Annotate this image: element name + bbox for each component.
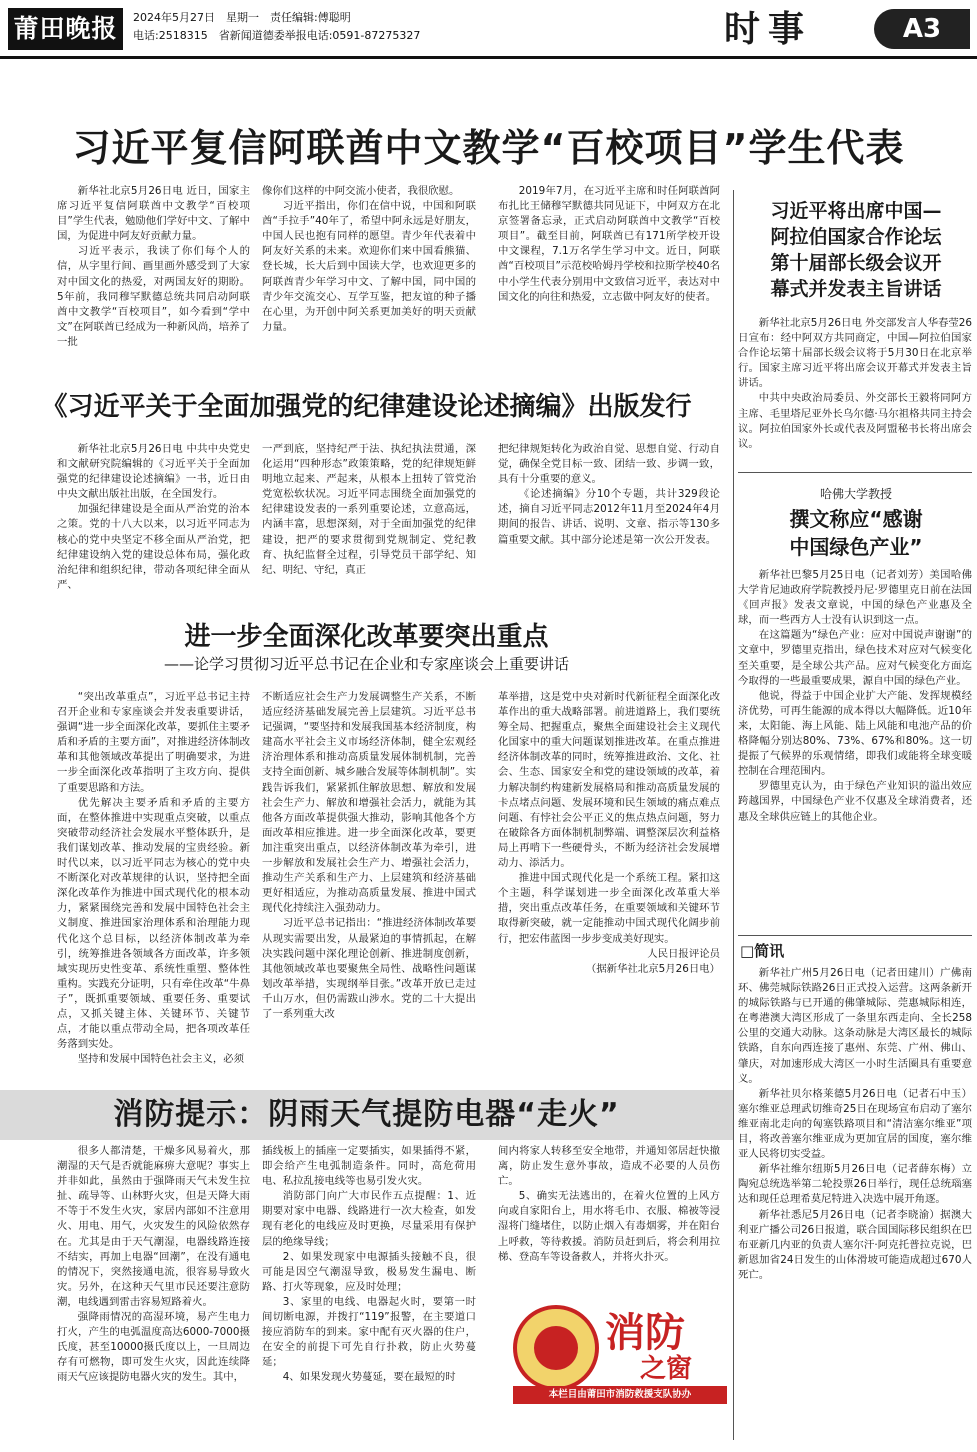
article4-col1 xyxy=(57,1144,250,1444)
paragraph: 推进中国式现代化是一个系统工程。紧扣这个主题，科学谋划进一步全面深化改革重大举措，突出重点改革任务，在重要领域和关键环节取得新突破，就一定能推动中国式现代化阔步前行，把宏伟蓝图一步步变成美好现实。 xyxy=(498,872,720,945)
paragraph: 《论述摘编》分10个专题，共计329段论述，摘自习近平同志2012年11月至2024年4月期间的报告、讲话、说明、文章、指示等130多篇重要文献。其中部分论述是第一次公开发表。 xyxy=(498,488,720,546)
paragraph: 新华社北京5月26日电 近日，国家主席习近平复信阿联酋中文教学“百校项目”学生代表，勉励他们学好中文、了解中国，为促进中阿友好贡献力量。 xyxy=(57,185,250,243)
paragraph: “突出改革重点”，习近平总书记主持召开企业和专家座谈会并发表重要讲话，强调“进一步全面深化改革，要抓住主要矛盾和矛盾的主要方面”，对推进经济体制改革和其他领域改革提出了明确要求，为进一步全面深化改革指明了主攻方向、提供了重要思路和方法。 xyxy=(57,691,250,794)
newspaper-logo: 莆田晚报 xyxy=(8,8,123,50)
paragraph: 插线板上的插座一定要插实，如果插得不紧，即会给产生电弧制造条件。同时，高危荷用电、私拉乱接电线等也易引发火灾。 xyxy=(262,1145,476,1188)
fire-column-footer: 本栏目由莆田市消防救援支队协办 xyxy=(513,1386,727,1404)
paragraph: 2019年7月，在习近平主席和时任阿联酋阿布扎比王储穆罕默德共同见证下，中阿双方在北京签署备忘录，正式启动阿联酋中文教学“百校项目”。截至目前，阿联酋已有171所学校开设中文课程，7.1万名学生学习中文。近日，阿联酋“百校项目”示范校哈姆丹学校和拉斯学校40名中小学生代表分别用中文致信习近平，表达对中国文化的向往和热爱，立志做中阿友好的使者。 xyxy=(498,185,720,303)
article4-col2 xyxy=(262,1144,476,1444)
paragraph: 强降雨情况的高湿环境，易产生电力打火，产生的电弧温度高达6000-7000摄氏度，甚至10000摄氏度以上，一旦周边存有可燃物，即可发生火灾，因此连续降雨天气应该提防电器火灾的发生。其中， xyxy=(57,1311,250,1384)
article1-col1 xyxy=(57,184,250,372)
headline-line: 第十届部长级会议开 xyxy=(770,252,942,274)
masthead-divider xyxy=(0,56,977,59)
paragraph: 习近平总书记指出：“推进经济体制改革要从现实需要出发，从最紧迫的事情抓起，在解决实践问题中深化理论创新、推进制度创新，其他领域改革也要聚焦全局性、战略性问题谋划改革举措，实现纲举目张。”改革开放已走过千山万水，但仍需跋山涉水。党的二十大提出了一系列重大改 xyxy=(262,917,476,1020)
fire-safety-headline: 消防提示：阴雨天气提防电器“走火” xyxy=(0,1090,733,1140)
list-item: 新华社悉尼5月26日电（记者李晓渝）据澳大利亚广播公司26日报道，联合国国际移民组织在巴布亚新几内亚的负责人塞尔汗·阿克托普拉克说，巴新恩加省24日发生的山体滑坡可能造成超过670人死亡。 xyxy=(738,1208,972,1281)
article3-col2 xyxy=(262,690,476,1080)
sidebar-news1-headline xyxy=(740,198,972,302)
paragraph: 革举措，这是党中央对新时代新征程全面深化改革作出的重大战略部署。前进道路上，我们要统筹全局、把握重点，聚焦全面建设社会主义现代化国家中的重大问题谋划推进改革。在重点推进经济体制改革的同时，统筹推进政治、文化、社会、生态、国家安全和党的建设领域的改革，着力解决制约构建新发展格局和推动高质量发展的卡点堵点问题、发展环境和民生领域的痛点难点问题、有悖社会公平正义的焦点热点问题，努力在破除各方面体制机制弊端、调整深层次利益格局上再啃下一些硬骨头，不断为经济社会发展增动力、添活力。 xyxy=(498,691,720,870)
paragraph: 2、如果发现家中电源插头接触不良，很可能是因空气潮湿导致，极易发生漏电、断路、打火等现象，应及时处理； xyxy=(262,1250,476,1293)
article2-col1 xyxy=(57,442,250,624)
article3-col1 xyxy=(57,690,250,1080)
headline-line: 习近平将出席中国— xyxy=(770,200,942,222)
sidebar-news2-headline xyxy=(740,505,972,561)
article3-subtitle: ——论学习贯彻习近平总书记在企业和专家座谈会上重要讲话 xyxy=(163,655,569,673)
fire-column-brand-sub: 之窗 xyxy=(640,1354,693,1384)
brief-list xyxy=(738,966,972,1440)
list-item: 新华社广州5月26日电（记者田建川）广佛南环、佛莞城际铁路26日正式投入运营。这两条新开的城际铁路与已开通的佛肇城际、莞惠城际相连，在粤港澳大湾区形成了一条里东西走向、全长258公里的交通大动脉。这条动脉是大湾区最长的城际铁路，自东向西连接了惠州、东莞、广州、佛山、肇庆，对加速形成大湾区一小时生活圈具有重要意义。 xyxy=(738,967,972,1085)
article1-col3 xyxy=(498,184,720,372)
article1-col2 xyxy=(262,184,476,372)
paragraph: 坚持和发展中国特色社会主义，必须 xyxy=(77,1053,245,1066)
article2-headline: 《习近平关于全面加强党的纪律建设论述摘编》出版发行 xyxy=(41,392,692,422)
masthead-date-editor: 2024年5月27日 星期一 责任编辑:傅聪明 xyxy=(133,11,351,24)
brief-heading: □简讯 xyxy=(740,942,785,960)
paragraph: 4、如果发现火势蔓延，要在最短的时 xyxy=(282,1371,456,1384)
article4-col3 xyxy=(498,1144,720,1300)
paragraph: 5、确实无法逃出的，在着火位置的上风方向或自家阳台上，用水将毛巾、衣服、棉被等浸湿将门缝堵住，以防止烟入有毒烟雾，并在阳台上呼救，等待救援。消防员赶到后，将会利用拉梯、登高车等设备救人，并将火扑灭。 xyxy=(498,1190,720,1263)
paragraph: 他说，得益于中国企业扩大产能、发挥规模经济优势，可再生能源的成本得以大幅降低。近10年来，太阳能、海上风能、陆上风能和电池产品的价格降幅分别达80%、73%、67%和80%。这一切提振了气候界的乐观情绪，即我们或能将全球变暖控制在合理范围内。 xyxy=(738,689,972,778)
headline-line: 撰文称应“感谢 xyxy=(789,507,923,531)
article3-col3 xyxy=(498,690,720,1080)
paragraph: 习近平指出，你们在信中说，中国和阿联酋“手拉手”40年了，希望中阿永远是好朋友，中国人民也抱有同样的愿望。青少年代表着中阿友好关系的未来。欢迎你们来中国看熊猫、登长城，长大后到中国读大学，也欢迎更多的阿联酋青少年学习中文、了解中国，同中国的青少年交流交心、互学互鉴，把友谊的种子播在心里，为开创中阿关系更加美好的明天贡献力量。 xyxy=(262,200,476,333)
paragraph: 3、家里的电线、电器起火时，要第一时间切断电源，并拨打“119”报警，在主要道口接应消防车的到来。家中配有灭火器的住户，在安全的前提下可先自行扑救，防止火势蔓延； xyxy=(262,1295,476,1369)
article3-byline: 人民日报评论员 xyxy=(647,947,720,960)
article1-headline: 习近平复信阿联酋中文教学“百校项目”学生代表 xyxy=(72,126,905,170)
list-item: 新华社维尔纽斯5月26日电（记者薛东梅）立陶宛总统选举第二轮投票26日举行，现任总统瑙塞达和现任总理希莫尼特进入决选中展开角逐。 xyxy=(738,1163,972,1206)
masthead-phone: 电话:2518315 省新闻道德委举报电话:0591-87275327 xyxy=(133,29,421,42)
paragraph: 中共中央政治局委员、外交部长王毅将同阿方主席、毛里塔尼亚外长乌尔德·马尔祖格共同主持会议。阿拉伯国家外长或代表及阿盟秘书长将出席会议。 xyxy=(738,392,972,450)
headline-line: 幕式并发表主旨讲话 xyxy=(770,278,942,300)
paragraph: 把纪律规矩转化为政治自觉、思想自觉、行动自觉，确保全党目标一致、团结一致、步调一致，具有十分重要的意义。 xyxy=(498,443,720,486)
paragraph: 在这篇题为“绿色产业：应对中国说声谢谢”的文章中，罗德里克指出，绿色技术对应对气候变化至关重要，是全球公共产品。应对气候变化方面迄今取得的一些最重要成果，源自中国的绿色产业。 xyxy=(738,629,972,687)
paragraph: 加强纪律建设是全面从严治党的治本之策。党的十八大以来，以习近平同志为核心的党中央坚定不移全面从严治党，把纪律建设纳入党的建设总体布局，强化政治纪律和组织纪律，带动各项纪律全面从严、 xyxy=(57,503,250,591)
paragraph: 优先解决主要矛盾和矛盾的主要方面，在整体推进中实现重点突破，以重点突破带动经济社会发展水平整体跃升，是我们谋划改革、推动发展的宝贵经验。新时代以来，以习近平同志为核心的党中央不断深化对改革规律的认识，坚持把全面深化改革作为推进中国式现代化的根本动力，紧紧围绕完善和发展中国特色社会主义制度、推进国家治理体系和治理能力现代化这个总目标，以经济体制改革为牵引，统筹推进各领域各方面改革，许多领域实现历史性变革、系统性重塑、整体性重构。实践充分证明，只有牵住改革“牛鼻子”，既抓重要领域、重要任务、重要试点，又抓关键主体、关键环节、关键节点，才能以重点带动全局，把各项改革任务落到实处。 xyxy=(57,796,250,1051)
article2-col3 xyxy=(498,442,720,624)
sidebar-rule xyxy=(738,472,972,473)
fire-column-brand: 消防 xyxy=(605,1309,685,1356)
paragraph: 罗德里克认为，由于绿色产业知识的溢出效应跨越国界，中国绿色产业不仅惠及全球消费者，还惠及全球供应链上的其他企业。 xyxy=(738,780,972,823)
headline-line: 中国绿色产业” xyxy=(789,535,923,559)
fire-emblem-center xyxy=(534,1326,578,1370)
sidebar-divider xyxy=(733,190,734,1440)
section-title: 时事 xyxy=(724,8,813,50)
sidebar-news2-kicker: 哈佛大学教授 xyxy=(819,487,892,501)
paragraph: 一严到底，坚持纪严于法、执纪执法贯通，深化运用“四种形态”政策策略，党的纪律规矩鲜明地立起来、严起来，从根本上扭转了管党治党宽松软状况。习近平同志围绕全面加强党的纪律建设发表的一系列重要论述，立意高远，内涵丰富，思想深刻，对于全面加强党的纪律建设，把严的要求贯彻到党规制定、党纪教育、执纪监督全过程，引导党员干部学纪、知纪、明纪、守纪，真正 xyxy=(262,443,476,576)
paragraph: 新华社北京5月26日电 外交部发言人华春莹26日宣布：经中阿双方共同商定，中国—阿拉伯国家合作论坛第十届部长级会议将于5月30日在北京举行。国家主席习近平将出席会议开幕式并发表主旨讲话。 xyxy=(738,317,972,390)
article2-col2 xyxy=(262,442,476,624)
paragraph: 习近平表示，我读了你们每个人的信，从字里行间、画里画外感受到了大家对中国文化的热爱，对两国友好的期盼。5年前，我同穆罕默德总统共同启动阿联酋中文教学“百校项目”，如今看到“学中文”在阿联酋已经成为一种新风尚，培养了一批 xyxy=(57,245,250,348)
paragraph: 像你们这样的中阿交流小使者，我很欣慰。 xyxy=(262,185,460,197)
paragraph: 不断适应社会生产力发展调整生产关系，不断适应经济基础发展完善上层建筑。习近平总书记强调，“要坚持和发展我国基本经济制度，构建高水平社会主义市场经济体制，健全宏观经济治理体系和推动高质量发展体制机制，完善支持全面创新、城乡融合发展等体制机制”。实践告诉我们，紧紧抓住解放思想、解放和发展社会生产力、解放和增强社会活力，就能为其他各方面改革提供强大推动，影响其他各个方面改革相应推进。进一步全面深化改革，要更加注重突出重点，以经济体制改革为牵引，进一步解放和发展社会生产力、增强社会活力，推动生产关系和生产力、上层建筑和经济基础更好相适应，为推动高质量发展、推进中国式现代化持续注入强劲动力。 xyxy=(262,691,476,915)
paragraph: 间内将家人转移至安全地带，并通知邻居赶快撤离，防止发生意外事故，造成不必要的人员伤亡。 xyxy=(498,1145,720,1188)
paragraph: 新华社巴黎5月25日电（记者刘芳）美国哈佛大学肯尼迪政府学院教授丹尼·罗德里克日前在法国《回声报》发表文章说，中国的绿色产业惠及全球，而一些西方人士没有认识到这一点。 xyxy=(738,569,972,627)
article3-headline: 进一步全面深化改革要突出重点 xyxy=(184,622,549,652)
sidebar-rule xyxy=(738,935,972,936)
paragraph: 很多人都清楚，干燥多风易着火，那潮湿的天气是否就能麻痹大意呢？事实上并非如此，虽然由于强降雨天气未发生拉扯、疏导等、山林野火灾，但是天降大雨不等于不发生火灾，家居内部如不注意用火、用电、用气，火灾发生的风险依然存在。尤其是由于天气潮湿，电器线路连接不结实，再加上电器“回潮”，在没有通电的情况下，突然接通电流，很容易导致火灾。另外，在这种天气里市民还要注意防潮，电线遇到雷击容易短路着火。 xyxy=(57,1145,250,1308)
paragraph: 消防部门向广大市民作五点提醒：1、近期要对家中电器、线路进行一次大检查，如发现有老化的电线应及时更换，尽量采用有保护层的绝缘导线； xyxy=(262,1190,476,1248)
list-item: 新华社贝尔格莱德5月26日电（记者石中玉）塞尔维亚总理武切维奇25日在现场宣布启动了塞尔维亚南北走向的匈塞铁路项目和“清洁塞尔维亚”项目，将改善塞尔维亚成为更加宜居的国度，塞尔维亚人民将切实受益。 xyxy=(738,1087,972,1161)
paragraph: 新华社北京5月26日电 中共中央党史和文献研究院编辑的《习近平关于全面加强党的纪律建设论述摘编》一书，近日由中央文献出版社出版，在全国发行。 xyxy=(57,443,250,501)
headline-line: 阿拉伯国家合作论坛 xyxy=(770,226,942,248)
article3-source: （据新华社北京5月26日电） xyxy=(585,962,720,975)
sidebar-news2-body xyxy=(738,568,972,928)
sidebar-news1-body xyxy=(738,316,972,466)
page-number-tag: A3 xyxy=(874,9,970,49)
